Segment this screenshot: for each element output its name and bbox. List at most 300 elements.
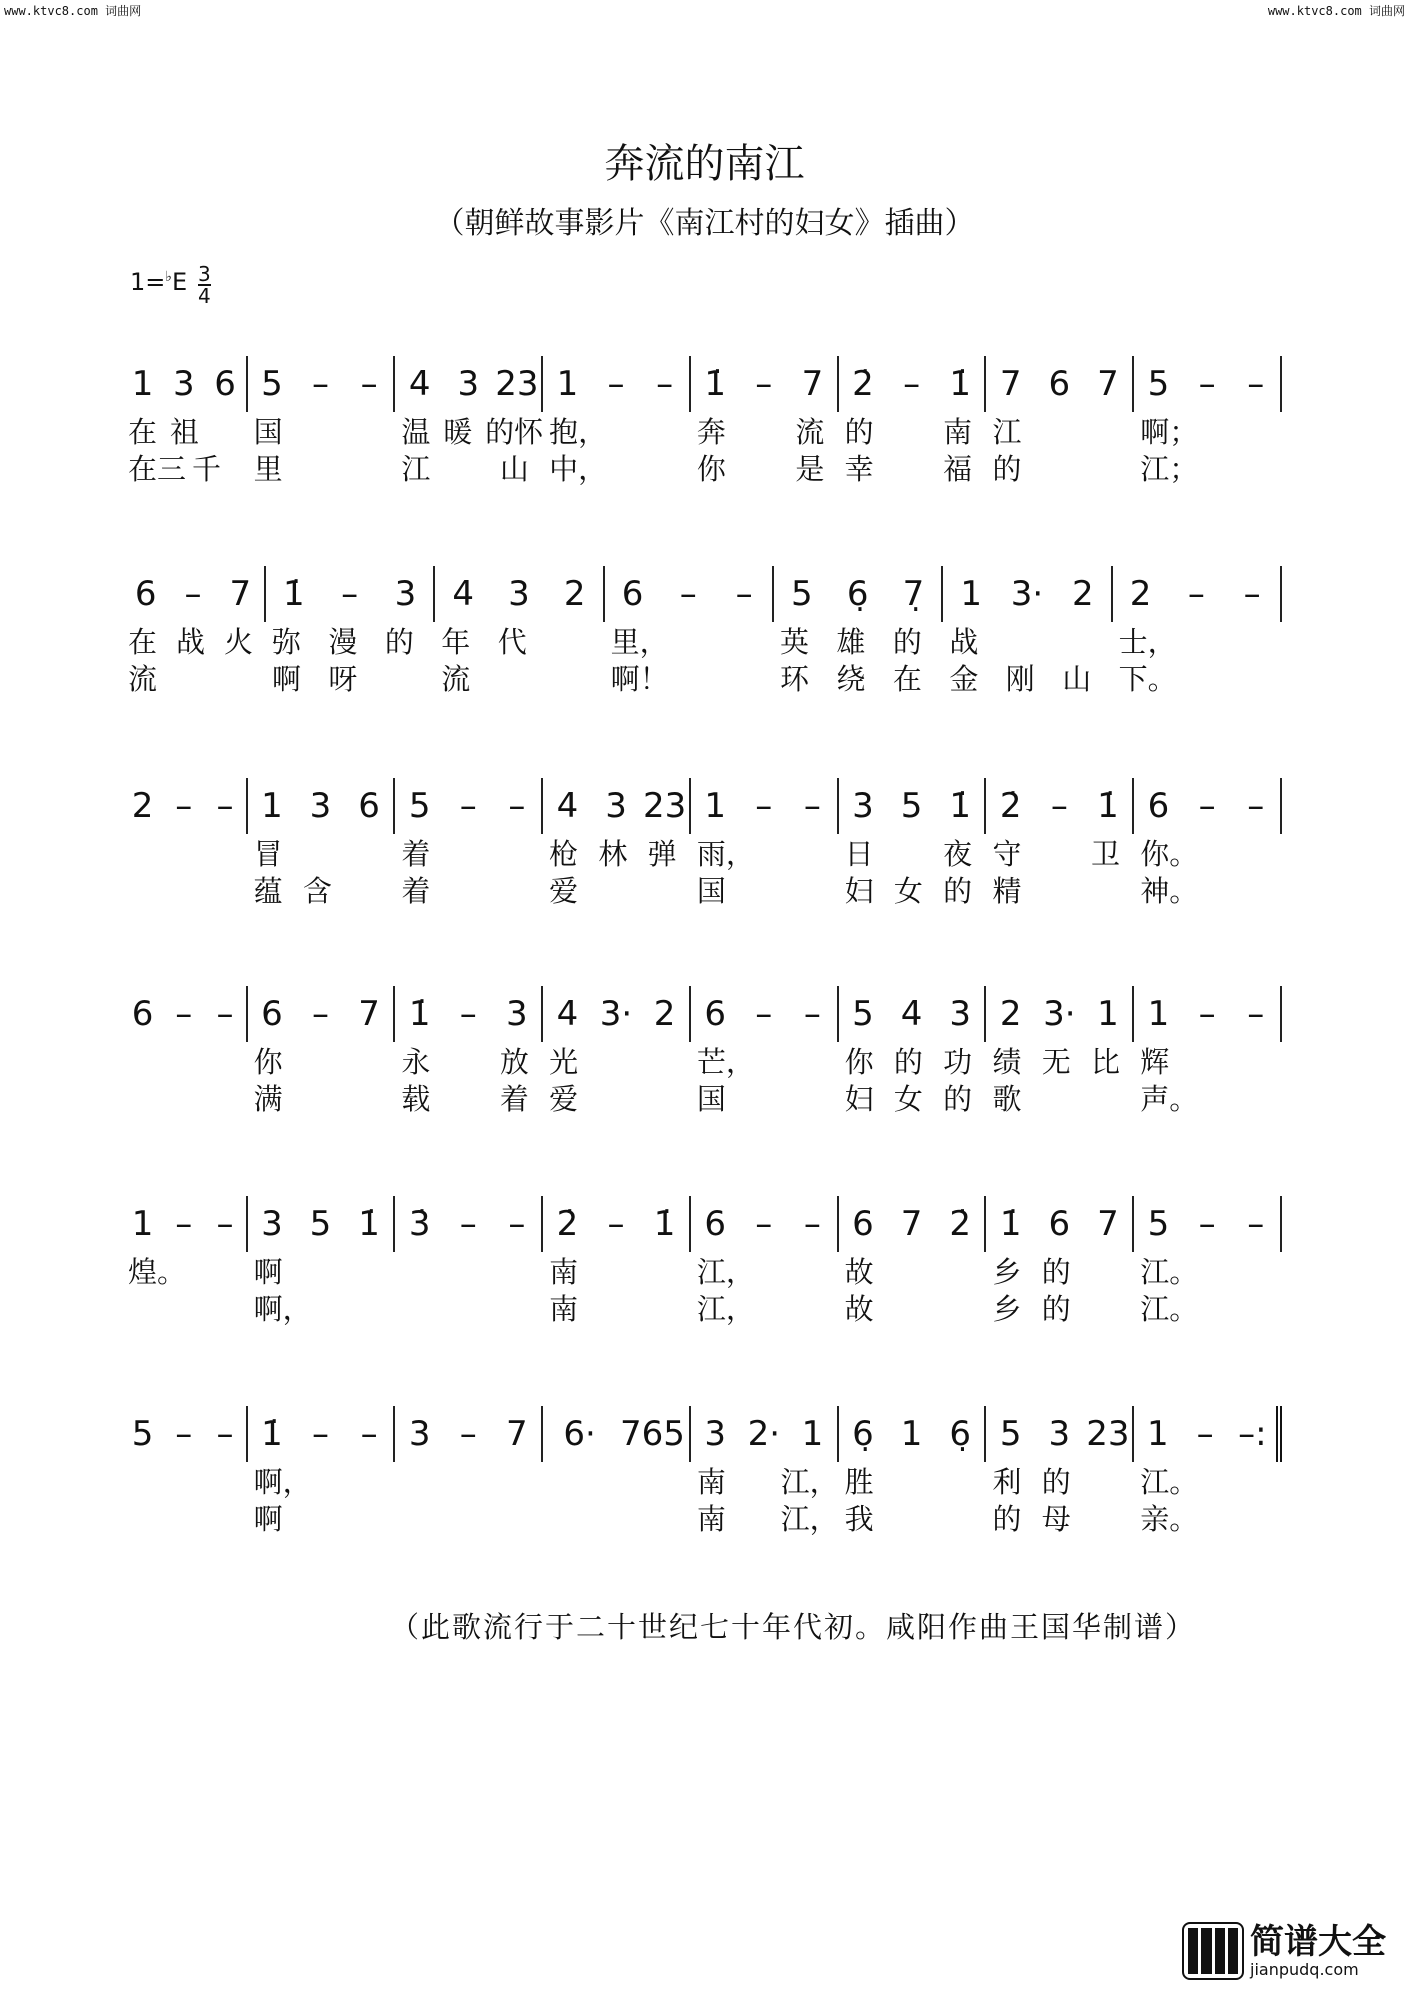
note-line: [839, 986, 987, 1042]
note: 1̇: [949, 364, 971, 404]
lyric-line-1: [986, 834, 1134, 871]
measure: [122, 1406, 248, 1536]
lyric-line-2: [395, 871, 543, 908]
lyric-syllable: 故: [844, 1255, 874, 1289]
site-logo: [1182, 1922, 1386, 1980]
lyric-syllable: 的: [893, 1045, 923, 1079]
lyric-syllable: 战: [949, 625, 979, 659]
note-line: [986, 356, 1134, 412]
lyric-syllable: 放: [499, 1045, 529, 1079]
note-line: [122, 566, 266, 622]
lyric-syllable: 亲。: [1140, 1502, 1199, 1536]
note-line: [986, 1406, 1134, 1462]
note-line: [395, 356, 543, 412]
note-line: [248, 1196, 396, 1252]
note: 1̇: [949, 786, 971, 826]
site-header-left: www.ktvc8.com 词曲网: [4, 4, 142, 18]
note-line: [691, 778, 839, 834]
measure: [248, 356, 396, 486]
lyric-syllable: 江，: [696, 1255, 755, 1289]
note: 2: [131, 786, 154, 826]
lyric-line-2: [122, 449, 248, 486]
note: 1: [556, 364, 579, 404]
note-line: [122, 356, 248, 412]
lyric-syllable: 的: [992, 1502, 1022, 1536]
lyric-line-2: [986, 1499, 1134, 1536]
lyric-syllable: 煌。: [128, 1255, 187, 1289]
lyric-syllable: 里，: [610, 625, 669, 659]
measure: [1134, 1196, 1282, 1326]
note: –: [360, 364, 378, 404]
lyric-line-1: [839, 1042, 987, 1079]
note: –: [679, 574, 697, 614]
lyric-syllable: 南: [696, 1502, 726, 1536]
lyric-line-1: [605, 622, 774, 659]
measure: [986, 778, 1134, 908]
lyric-syllable: 江: [992, 415, 1022, 449]
lyric-syllable: 啊，: [253, 1292, 312, 1326]
measure: [986, 356, 1134, 486]
lyric-line-2: [248, 871, 396, 908]
measure: [986, 986, 1134, 1116]
note: 7: [1097, 364, 1119, 404]
staff-row: [122, 566, 1282, 696]
measure: [986, 1196, 1134, 1326]
lyric-syllable: 的怀: [485, 415, 544, 449]
measure: [774, 566, 943, 696]
lyric-line-2: [986, 449, 1134, 486]
note-line: [605, 566, 774, 622]
lyric-line-2: [543, 871, 691, 908]
logo-name: 简谱大全: [1250, 1921, 1386, 1962]
note: 2̇: [556, 1204, 579, 1244]
lyric-line-2: [691, 1499, 839, 1536]
lyric-syllable: 的: [384, 625, 414, 659]
note: 1̇: [1097, 786, 1119, 826]
lyric-syllable: 的: [943, 1082, 973, 1116]
note: –: [508, 1204, 526, 1244]
note: –: [1247, 1204, 1265, 1244]
lyric-syllable: 南: [549, 1255, 579, 1289]
lyric-line-1: [248, 412, 396, 449]
note: –: [216, 1204, 234, 1244]
lyric-syllable: 枪: [549, 837, 579, 871]
note: 4: [452, 574, 474, 614]
measure: [266, 566, 435, 696]
lyric-line-2: [986, 1289, 1134, 1326]
lyric-syllable: 江: [401, 452, 431, 486]
lyric-line-2: [839, 871, 987, 908]
lyric-line-2: [691, 1079, 839, 1116]
lyric-syllable: 南: [696, 1465, 726, 1499]
measure: [543, 778, 691, 908]
lyric-line-1: [986, 412, 1134, 449]
note: 6̣: [852, 1414, 874, 1454]
note: 5: [1147, 1204, 1170, 1244]
lyric-syllable: 妇: [844, 1082, 874, 1116]
note-line: [248, 986, 396, 1042]
lyric-line-1: [122, 1462, 248, 1499]
note: –: [607, 1204, 625, 1244]
note-line: [266, 566, 435, 622]
lyric-syllable: 千: [192, 452, 222, 486]
note: 7: [999, 364, 1022, 404]
lyric-syllable: 乡: [992, 1292, 1022, 1326]
lyric-line-1: [839, 834, 987, 871]
lyric-syllable: 山: [499, 452, 529, 486]
lyric-syllable: 暖: [443, 415, 473, 449]
lyric-line-1: [1134, 1462, 1282, 1499]
note-line: [543, 356, 691, 412]
note: 5: [999, 1414, 1022, 1454]
lyric-line-1: [986, 1252, 1134, 1289]
note: 2: [563, 574, 586, 614]
lyric-line-1: [1134, 834, 1282, 871]
lyric-line-1: [691, 1252, 839, 1289]
lyric-syllable: 刚: [1005, 662, 1035, 696]
lyric-syllable: 幸: [844, 452, 874, 486]
time-top: 3: [198, 262, 211, 286]
note: –: [508, 786, 526, 826]
lyric-line-2: [395, 1499, 543, 1536]
note-line: [839, 1406, 987, 1462]
lyric-syllable: 满: [253, 1082, 283, 1116]
note-line: [691, 986, 839, 1042]
lyric-syllable: 里: [253, 452, 283, 486]
note-line: [395, 1406, 543, 1462]
lyric-line-2: [774, 659, 943, 696]
measure: [1134, 1406, 1282, 1536]
lyric-syllable: 国: [696, 1082, 726, 1116]
lyric-syllable: 着: [401, 874, 431, 908]
note: 1: [131, 1204, 154, 1244]
lyric-line-2: [943, 659, 1112, 696]
note: 7̣: [902, 574, 925, 614]
flat-sign: ♭: [165, 269, 172, 285]
lyric-syllable: 利: [992, 1465, 1022, 1499]
note-line: [248, 778, 396, 834]
staff-row: [122, 356, 1282, 486]
measure: [395, 1406, 543, 1536]
lyric-line-2: [543, 449, 691, 486]
lyric-line-1: [248, 1462, 396, 1499]
lyric-line-2: [691, 1289, 839, 1326]
note: 6: [1048, 1204, 1071, 1244]
staff-row: [122, 1196, 1282, 1326]
measure: [839, 986, 987, 1116]
lyric-syllable: 你: [696, 452, 726, 486]
lyric-line-2: [122, 1289, 248, 1326]
lyric-line-2: [839, 1079, 987, 1116]
lyric-syllable: 林: [598, 837, 628, 871]
note: 1: [801, 1414, 824, 1454]
note: –: [803, 1204, 821, 1244]
note: –: [341, 574, 359, 614]
lyric-syllable: 故: [844, 1292, 874, 1326]
note: –: [1243, 574, 1261, 614]
note: 2: [1129, 574, 1152, 614]
lyric-line-2: [1134, 449, 1282, 486]
note-line: [395, 778, 543, 834]
lyric-line-1: [691, 1042, 839, 1079]
lyric-line-1: [395, 834, 543, 871]
note: 4: [900, 994, 923, 1034]
lyric-line-1: [543, 1042, 691, 1079]
lyric-line-1: [122, 834, 248, 871]
note: –: [1247, 786, 1265, 826]
note: –: [312, 994, 329, 1034]
note-line: [395, 1196, 543, 1252]
lyric-syllable: 无: [1041, 1045, 1071, 1079]
lyric-line-1: [122, 1042, 248, 1079]
lyric-line-1: [543, 1462, 691, 1499]
note-line: [1134, 1406, 1282, 1462]
note-line: [395, 986, 543, 1042]
lyric-line-2: [691, 871, 839, 908]
measure: [248, 778, 396, 908]
lyric-syllable: 士，: [1118, 625, 1177, 659]
lyric-syllable: 芒，: [696, 1045, 755, 1079]
note: 1: [960, 574, 983, 614]
lyric-syllable: 福: [943, 452, 973, 486]
note-line: [1134, 356, 1282, 412]
measure: [122, 778, 248, 908]
note: 6̣: [949, 1414, 971, 1454]
note: –: [1196, 1414, 1214, 1454]
lyric-line-2: [1113, 659, 1282, 696]
key-note: E: [172, 268, 188, 296]
note: –: [216, 994, 234, 1034]
lyric-line-1: [395, 1042, 543, 1079]
lyric-syllable: 江。: [1140, 1292, 1199, 1326]
note: 6: [1048, 364, 1071, 404]
lyric-line-1: [774, 622, 943, 659]
note-line: [1134, 1196, 1282, 1252]
note: –:: [1238, 1414, 1267, 1454]
note: 1̇: [704, 364, 727, 404]
measure: [248, 986, 396, 1116]
note-line: [122, 986, 248, 1042]
lyric-line-1: [691, 1462, 839, 1499]
note: 2·: [747, 1414, 781, 1454]
lyric-syllable: 江，: [780, 1502, 839, 1536]
note: 3: [949, 994, 971, 1034]
lyric-syllable: 夜: [943, 837, 973, 871]
lyric-line-2: [1134, 1079, 1282, 1116]
lyric-syllable: 环: [779, 662, 809, 696]
lyric-line-2: [122, 1499, 248, 1536]
lyric-syllable: 啊: [253, 1502, 283, 1536]
lyric-syllable: 你: [844, 1045, 874, 1079]
measure: [543, 1406, 691, 1536]
note: 3: [704, 1414, 727, 1454]
lyric-line-1: [1113, 622, 1282, 659]
lyric-line-1: [1134, 1252, 1282, 1289]
lyric-line-2: [122, 1079, 248, 1116]
note: 3: [394, 574, 417, 614]
note: –: [755, 1204, 773, 1244]
note-line: [774, 566, 943, 622]
note-line: [839, 1196, 987, 1252]
note: –: [360, 1414, 378, 1454]
note: 23: [1086, 1414, 1130, 1454]
footer-note: （此歌流行于二十世纪七十年代初。咸阳作曲王国华制谱）: [390, 1610, 1197, 1644]
lyric-syllable: 卫: [1090, 837, 1120, 871]
note: 6: [621, 574, 644, 614]
lyric-syllable: 啊，: [253, 1465, 312, 1499]
lyric-syllable: 抱，: [549, 415, 608, 449]
note: 3: [309, 786, 332, 826]
lyric-line-1: [248, 1042, 396, 1079]
note: 1: [261, 786, 283, 826]
note: 7: [506, 1414, 528, 1454]
note-line: [122, 1196, 248, 1252]
note: –: [1198, 994, 1216, 1034]
lyric-line-2: [248, 1079, 396, 1116]
note: 1: [900, 1414, 923, 1454]
measure: [839, 778, 987, 908]
lyric-syllable: 雨，: [696, 837, 755, 871]
lyric-syllable: 的: [1041, 1465, 1071, 1499]
note: 6̣: [846, 574, 869, 614]
note: 6: [1147, 786, 1170, 826]
lyric-line-1: [839, 1462, 987, 1499]
lyric-syllable: 女: [893, 874, 923, 908]
lyric-syllable: 绕: [836, 662, 866, 696]
note: 3: [172, 364, 195, 404]
note-line: [691, 356, 839, 412]
note: 6: [704, 1204, 727, 1244]
lyric-line-2: [543, 1289, 691, 1326]
lyric-syllable: 代: [497, 625, 527, 659]
note: 4: [556, 994, 579, 1034]
measure: [122, 1196, 248, 1326]
lyric-syllable: 的: [844, 415, 874, 449]
lyric-line-1: [543, 412, 691, 449]
note: 1: [1147, 994, 1170, 1034]
lyric-syllable: 雄: [836, 625, 866, 659]
lyric-syllable: 爱: [549, 1082, 579, 1116]
lyric-line-2: [605, 659, 774, 696]
lyric-syllable: 乡: [992, 1255, 1022, 1289]
lyric-syllable: 胜: [844, 1465, 874, 1499]
lyric-line-1: [435, 622, 604, 659]
note: 7: [358, 994, 380, 1034]
lyric-line-2: [248, 449, 396, 486]
note: 5: [900, 786, 923, 826]
measure: [691, 356, 839, 486]
note: 2̇: [949, 1204, 971, 1244]
measure: [248, 1406, 396, 1536]
lyric-syllable: 江。: [1140, 1255, 1199, 1289]
lyric-syllable: 啊: [253, 1255, 283, 1289]
note: 5: [408, 786, 431, 826]
note: –: [903, 364, 921, 404]
note: 7: [801, 364, 824, 404]
note: –: [312, 1414, 329, 1454]
note: 3̇: [408, 1204, 431, 1244]
lyric-line-2: [395, 1289, 543, 1326]
lyric-syllable: 在: [892, 662, 922, 696]
measure: [1134, 986, 1282, 1116]
lyric-line-1: [943, 622, 1112, 659]
note-line: [839, 778, 987, 834]
lyric-line-1: [266, 622, 435, 659]
measure: [839, 1406, 987, 1536]
lyric-line-2: [839, 1499, 987, 1536]
note: 1̇: [653, 1204, 676, 1244]
note: 1: [704, 786, 727, 826]
note: 1̇: [261, 1414, 283, 1454]
measure: [691, 986, 839, 1116]
note: 3: [408, 1414, 431, 1454]
note: 2: [653, 994, 676, 1034]
time-bottom: 4: [198, 284, 211, 308]
lyric-syllable: 含: [302, 874, 332, 908]
lyric-line-2: [122, 659, 266, 696]
lyric-syllable: 光: [549, 1045, 579, 1079]
measure: [691, 1196, 839, 1326]
note-line: [122, 1406, 248, 1462]
lyric-line-1: [1134, 1042, 1282, 1079]
note: 5: [261, 364, 283, 404]
lyric-line-2: [122, 871, 248, 908]
lyric-syllable: 的: [1041, 1292, 1071, 1326]
lyric-line-2: [1134, 1499, 1282, 1536]
note: 6: [214, 364, 236, 404]
note: –: [175, 994, 193, 1034]
note: 2: [1071, 574, 1094, 614]
note: 5: [309, 1204, 332, 1244]
lyric-line-2: [839, 1289, 987, 1326]
note: 7: [229, 574, 252, 614]
lyric-syllable: 弥: [271, 625, 301, 659]
note-line: [691, 1196, 839, 1252]
note: –: [656, 364, 674, 404]
lyric-syllable: 你: [253, 1045, 283, 1079]
note: 7: [900, 1204, 923, 1244]
lyric-syllable: 神。: [1140, 874, 1199, 908]
piano-icon: [1182, 1922, 1244, 1980]
lyric-syllable: 奔: [696, 415, 726, 449]
lyric-line-1: [839, 412, 987, 449]
note: –: [459, 994, 477, 1034]
note: 4: [408, 364, 431, 404]
measure: [248, 1196, 396, 1326]
lyric-syllable: 蕴: [253, 874, 283, 908]
lyric-syllable: 国: [696, 874, 726, 908]
site-header-right: www.ktvc8.com 词曲网: [1267, 4, 1405, 18]
lyric-line-1: [691, 834, 839, 871]
lyric-line-2: [839, 449, 987, 486]
note: –: [1187, 574, 1205, 614]
song-title: 奔流的南江: [604, 141, 805, 187]
lyric-syllable: 在三: [128, 452, 187, 486]
lyric-syllable: 的: [892, 625, 922, 659]
lyric-line-1: [122, 622, 266, 659]
lyric-syllable: 绩: [992, 1045, 1022, 1079]
lyric-syllable: 英: [779, 625, 809, 659]
measure: [1113, 566, 1282, 696]
measure: [691, 778, 839, 908]
lyric-syllable: 辉: [1140, 1045, 1170, 1079]
note-line: [1134, 986, 1282, 1042]
measure: [122, 356, 248, 486]
note: 5: [1147, 364, 1170, 404]
note-line: [1113, 566, 1282, 622]
note-line: [543, 778, 691, 834]
measure: [122, 566, 266, 696]
